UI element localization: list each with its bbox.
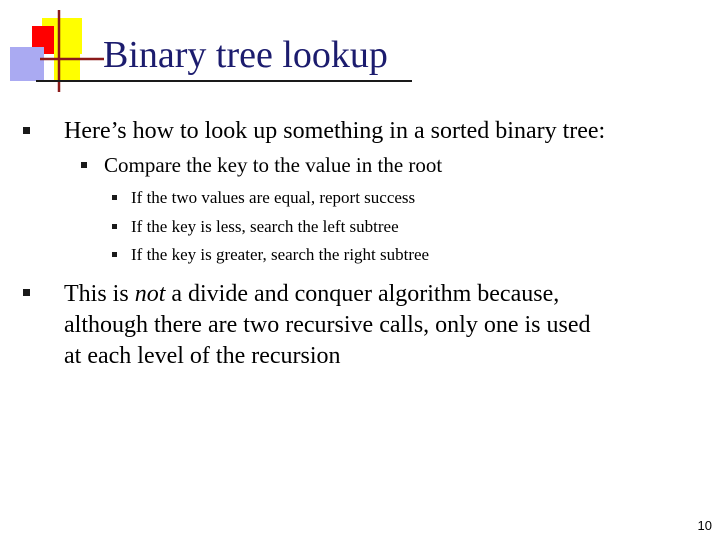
slide-title: Binary tree lookup: [103, 34, 388, 76]
bullet-item: If the two values are equal, report success: [131, 188, 416, 207]
title-underline: [36, 80, 412, 82]
paragraph-line-1: This is not a divide and conquer algorithm because,: [64, 281, 560, 307]
bullet-item: Compare the key to the value in the root: [104, 153, 443, 177]
corner-decoration: [0, 0, 110, 100]
bullet-marker: [112, 252, 117, 257]
paragraph-line-3: at each level of the recursion: [64, 343, 341, 369]
bullet-marker: [23, 127, 30, 134]
bullet-paragraph: [64, 279, 591, 372]
page-number: 10: [697, 518, 712, 533]
paragraph-line-2: although there are two recursive calls, only one is used: [64, 312, 591, 338]
bullet-marker: [23, 289, 30, 296]
emphasis-not: not: [134, 281, 166, 307]
bullet-item: Here’s how to look up something in a sorted binary tree:: [64, 118, 606, 144]
bullet-item: If the key is greater, search the right subtree: [131, 245, 430, 264]
bullet-marker: [112, 224, 117, 229]
bullet-marker: [81, 162, 87, 168]
bullet-marker: [112, 195, 117, 200]
bullet-item: If the key is less, search the left subtree: [131, 217, 399, 236]
